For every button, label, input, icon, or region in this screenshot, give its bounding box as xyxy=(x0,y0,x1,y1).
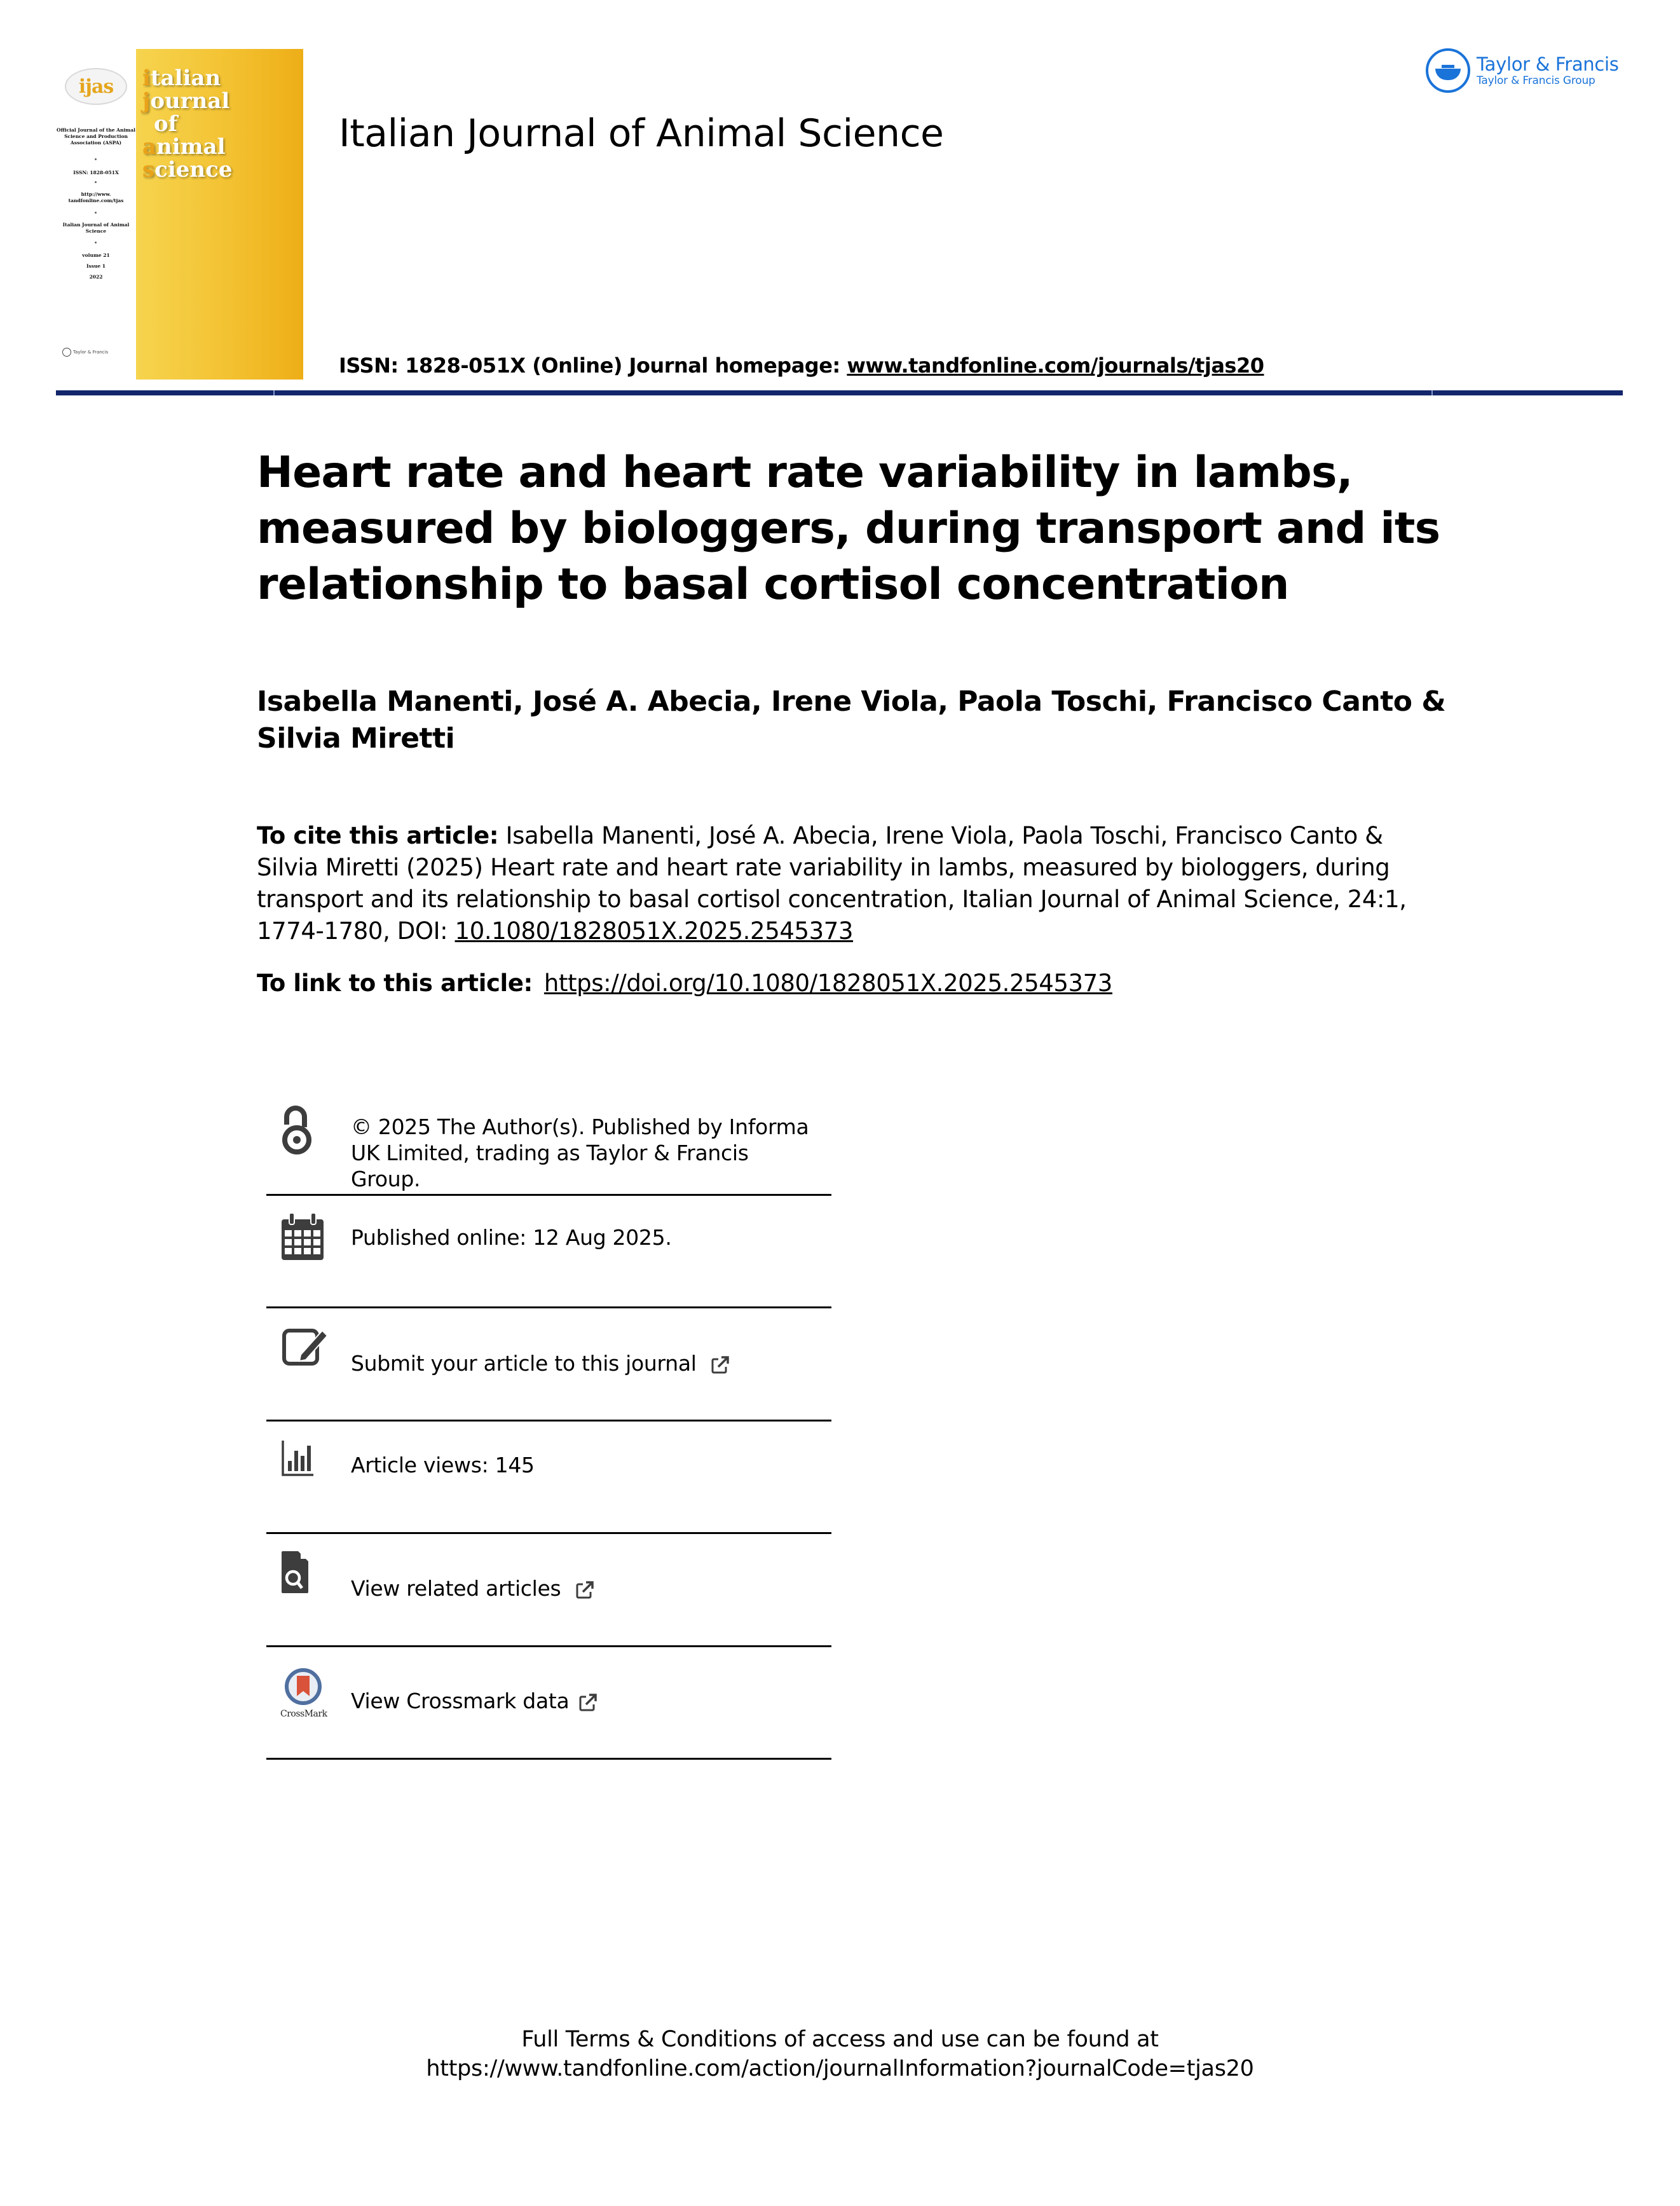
submit-article-label: Submit your article to this journal xyxy=(351,1351,697,1376)
open-access-icon xyxy=(282,1106,315,1156)
cover-journal-name: Italian Journal of Animal Science xyxy=(62,222,130,234)
submit-article-link[interactable] xyxy=(266,1308,831,1420)
cite-text: Isabella Manenti, José A. Abecia, Irene Viola, Paola Toschi, Francisco Canto & Silvia Miretti (2025) Heart rate and heart rate variability in lambs, measured by biologgers, during transport and its relationship to basal cortisol concentration, Italian Journal of Animal Science, 24:1, 1774-1780, DOI: xyxy=(257,822,1407,945)
cover-url: http://www. tandfonline.com/tjas xyxy=(68,191,124,203)
article-doi-url-link[interactable]: https://doi.org/10.1080/1828051X.2025.2545373 xyxy=(543,969,1112,997)
external-link-icon xyxy=(575,1580,594,1600)
document-search-icon xyxy=(282,1551,308,1593)
terms-footer xyxy=(0,2025,1680,2083)
cover-issn: ISSN: 1828-051X xyxy=(73,170,119,175)
publisher-group: Taylor & Francis Group xyxy=(1477,74,1595,87)
related-articles-label: View related articles xyxy=(351,1576,561,1601)
cover-issue: Issue 1 xyxy=(86,263,106,269)
info-row-published xyxy=(266,1196,831,1306)
cover-bullet xyxy=(95,181,97,183)
citation-block xyxy=(257,820,1420,947)
ijas-logo: ijas xyxy=(65,68,127,105)
published-date: Published online: 12 Aug 2025. xyxy=(351,1225,672,1250)
cover-bullet xyxy=(95,242,97,243)
cover-bullet xyxy=(95,212,97,214)
cover-publisher-logo: Taylor & Francis xyxy=(62,348,108,357)
publisher-name: Taylor & Francis xyxy=(1477,53,1619,75)
lamp-icon xyxy=(62,348,71,357)
journal-title: Italian Journal of Animal Science xyxy=(339,111,944,156)
cover-title: italian journal of animal science xyxy=(142,65,233,182)
crossmark-label: View Crossmark data xyxy=(351,1689,570,1713)
edit-icon xyxy=(282,1327,329,1366)
terms-url[interactable]: https://www.tandfonline.com/action/journalInformation?journalCode=tjas20 xyxy=(426,2056,1254,2081)
copyright-text: © 2025 The Author(s). Published by Informa UK Limited, trading as Taylor & Francis Group. xyxy=(351,1114,809,1191)
article-link-line xyxy=(257,968,1465,999)
info-divider xyxy=(266,1758,831,1760)
crossmark-icon: CrossMark xyxy=(280,1668,331,1716)
external-link-icon xyxy=(578,1693,598,1712)
cover-year: 2022 xyxy=(89,274,103,280)
header-divider-bar xyxy=(56,390,1623,395)
cover-bullet xyxy=(95,158,97,160)
info-row-views xyxy=(266,1422,831,1532)
journal-cover-sidebar xyxy=(56,49,136,380)
related-articles-link[interactable] xyxy=(266,1534,831,1645)
journal-cover-image xyxy=(136,49,303,380)
article-title: Heart rate and heart rate variability in lambs, measured by biologgers, during transport and its relationship to basal cortisol concentration xyxy=(257,448,1440,610)
journal-homepage-link[interactable]: www.tandfonline.com/journals/tjas20 xyxy=(847,353,1264,378)
lamp-icon xyxy=(1426,48,1470,93)
info-row-copyright xyxy=(266,1103,831,1192)
cover-volume: volume 21 xyxy=(82,252,110,258)
cover-official-text: Official Journal of the Animal Science and Production Association (ASPA) xyxy=(57,127,135,146)
doi-link[interactable]: 10.1080/1828051X.2025.2545373 xyxy=(454,917,854,945)
link-label: To link to this article: xyxy=(257,969,533,997)
cite-label: To cite this article: xyxy=(257,822,499,849)
calendar-icon xyxy=(282,1213,324,1260)
article-authors: Isabella Manenti, José A. Abecia, Irene Viola, Paola Toschi, Francisco Canto & Silvia Miretti xyxy=(257,685,1446,755)
issn-line: ISSN: 1828-051X (Online) Journal homepage: www.tandfonline.com/journals/tjas20 xyxy=(339,353,1264,378)
taylor-francis-logo[interactable] xyxy=(1426,48,1619,93)
crossmark-link[interactable] xyxy=(266,1647,831,1758)
external-link-icon xyxy=(711,1355,730,1374)
bar-chart-icon xyxy=(282,1441,313,1476)
terms-text: Full Terms & Conditions of access and use can be found at xyxy=(521,2027,1159,2052)
article-views-count: Article views: 145 xyxy=(351,1453,535,1477)
